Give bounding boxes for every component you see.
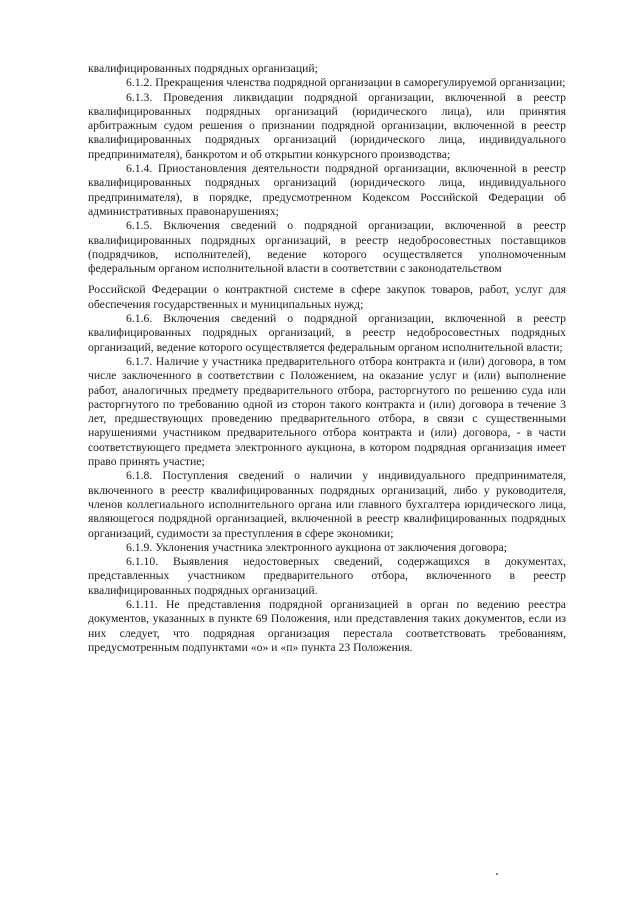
paragraph-6-1-5-continuation: Российской Федерации о контрактной системе в сфере закупок товаров, работ, услуг для обеспечения государственных и муниципальных нужд;: [88, 283, 566, 311]
paragraph-continuation: квалифицированных подрядных организаций;: [88, 62, 318, 75]
paragraph-6-1-8: 6.1.8. Поступления сведений о наличии у индивидуального предпринимателя, включенного в реестр квалифицированных подрядных организаций, либо у руководителя, членов коллегиального исполнительного органа или главного бухгалтера юридического лица, являющегося подрядной организацией, включенной в реестр квалифицированных подрядных организаций, судимости за преступления в сфере экономики;: [88, 469, 566, 540]
paragraph-6-1-5: 6.1.5. Включения сведений о подрядной организации, включенной в реестр квалифицированных подрядных организаций, в реестр недобросовестных поставщиков (подрядчиков, исполнителей), ведение которого осуществляется уполномоченным федеральным органом исполнительной власти в соответствии с законодательством: [88, 219, 566, 276]
paragraph-6-1-3: 6.1.3. Проведения ликвидации подрядной организации, включенной в реестр квалифицированных подрядных организаций (юридического лица), или принятия арбитражным судом решения о признании подрядной организации, включенной в реестр квалифицированных подрядных организаций (юридического лица, индивидуального предпринимателя), банкротом и об открытии конкурсного производства;: [88, 90, 566, 161]
paragraph-6-1-10: 6.1.10. Выявления недостоверных сведений, содержащихся в документах, представленных участником предварительного отбора, включенного в реестр квалифицированных подрядных организаций.: [88, 555, 566, 597]
paragraph-6-1-9: 6.1.9. Уклонения участника электронного аукциона от заключения договора;: [126, 540, 508, 554]
scan-speck: [496, 873, 498, 875]
paragraph-6-1-4: 6.1.4. Приостановления деятельности подрядной организации, включенной в реестр квалифицированных подрядных организаций (юридического лица, индивидуального предпринимателя), в порядке, предусмотренном Кодексом Российской Федерации об административных правонарушениях;: [88, 162, 566, 218]
paragraph-6-1-7: 6.1.7. Наличие у участника предварительного отбора контракта и (или) договора, в том числе заключенного в соответствии с Положением, на оказание услуг и (или) выполнение работ, аналогичных предмету предварительного отбора, расторгнутого по решению суда или расторгнутого по требованию одной из сторон такого контракта и (или) договора в течение 3 лет, предшествующих проведению предварительного отбора, в связи с существенными нарушениями участником предварительного отбора контракта и (или) договора, - в части соответствующего предмета электронного аукциона, в котором подрядная организация имеет право принять участие;: [88, 354, 566, 469]
paragraph-6-1-11: 6.1.11. Не представления подрядной организацией в орган по ведению реестра документов, указанных в пункте 69 Положения, или представления таких документов, если из них следует, что подрядная организация перестала соответствовать требованиям, предусмотренным подпунктами «о» и «п» пункта 23 Положения.: [88, 597, 566, 654]
paragraph-6-1-6: 6.1.6. Включения сведений о подрядной организации, включенной в реестр квалифицированных подрядных организаций, в реестр недобросовестных подрядных организаций, ведение которого осуществляется федеральным органом исполнительной власти;: [88, 312, 566, 354]
paragraph-6-1-2: 6.1.2. Прекращения членства подрядной организации в саморегулируемой организации;: [126, 76, 566, 90]
document-page: [88, 62, 566, 655]
